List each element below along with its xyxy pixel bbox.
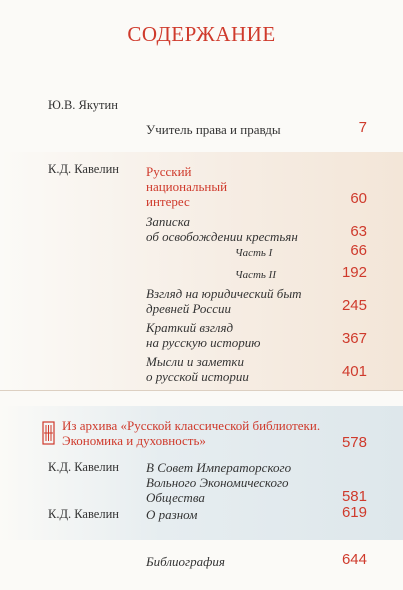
toc-entry-title: О разном [146, 507, 198, 522]
author-name: К.Д. Кавелин [48, 507, 119, 521]
toc-page-number: 619 [341, 504, 367, 521]
author-name: К.Д. Кавелин [48, 162, 119, 176]
author-name: К.Д. Кавелин [48, 460, 119, 474]
toc-page-number: 578 [341, 434, 367, 451]
section-archive [0, 406, 403, 540]
archive-heading: Из архива «Русской классической библиотеки. Экономика и духовность» [62, 418, 321, 448]
toc-subentry-title: Часть I [235, 247, 273, 259]
toc-subentry-title: Часть II [235, 269, 276, 281]
toc-page-number: 644 [341, 551, 367, 568]
toc-entry-title: Краткий взгляд на русскую историю [146, 320, 261, 350]
toc-entry-title: В Совет Императорского Вольного Экономического Общества [146, 460, 292, 505]
toc-page-number: 581 [341, 488, 367, 505]
section-bibliography [0, 545, 403, 585]
section-kavelin [0, 152, 403, 391]
book-emblem-icon [42, 421, 55, 445]
section-yakutin [0, 86, 403, 146]
toc-page-number: 245 [341, 297, 367, 314]
toc-page-number: 60 [350, 190, 367, 207]
toc-entry-title: Библиография [146, 554, 225, 569]
author-name: Ю.В. Якутин [48, 98, 118, 112]
toc-page-number: 401 [341, 363, 367, 380]
toc-page-number: 367 [341, 330, 367, 347]
toc-entry-title: Русский национальный интерес [146, 164, 228, 209]
toc-page-number: 7 [358, 119, 367, 136]
page-title: СОДЕРЖАНИЕ [127, 22, 276, 46]
toc-entry-title: Взгляд на юридический быт древней России [146, 286, 302, 316]
toc-entry-title: Учитель права и правды [146, 122, 281, 137]
toc-page-number: 66 [350, 242, 367, 259]
toc-entry-title: Мысли и заметки о русской истории [146, 354, 249, 384]
toc-entry-title: Записка об освобождении крестьян [146, 214, 298, 244]
toc-page-number: 63 [350, 223, 367, 240]
toc-page-number: 192 [341, 264, 367, 281]
